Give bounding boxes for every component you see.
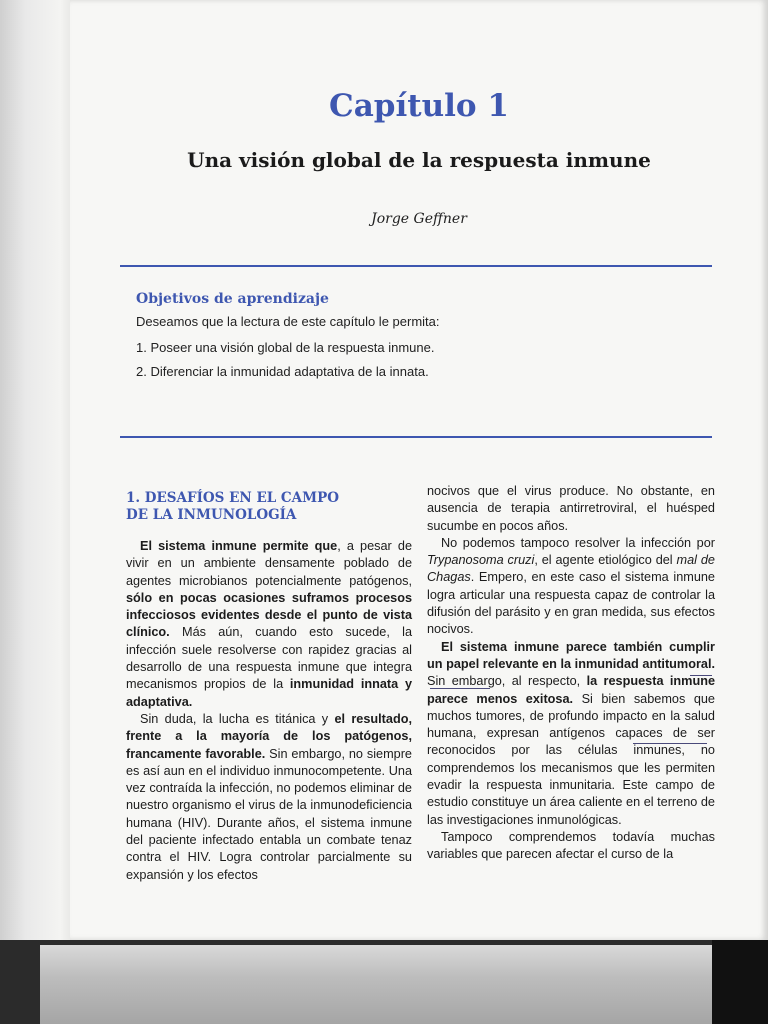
paragraph-2	[126, 711, 412, 884]
pen-underline-mark	[430, 688, 490, 689]
bold-text: la respuesta inmune parece menos exitosa.	[427, 674, 715, 706]
italic-text: mal de Chagas	[427, 553, 715, 585]
section-heading-line-2: DE LA INMUNOLOGÍA	[126, 507, 297, 523]
objective-item-2: 2. Diferenciar la inmunidad adaptativa de la innata.	[136, 364, 429, 379]
paragraph-5	[427, 639, 715, 829]
body-text: Sin duda, la lucha es titánica y	[140, 711, 335, 726]
chapter-number: Capítulo 1	[329, 88, 509, 124]
bold-text: El sistema inmune parece también cumplir un papel relevante en la inmunidad antitumoral.	[427, 639, 715, 671]
body-text: Sin embargo, al respecto,	[427, 674, 587, 689]
author-name: Jorge Geffner	[371, 211, 467, 227]
paragraph-3: nocivos que el virus produce. No obstante, en ausencia de terapia antirretroviral, el huésped sucumbe en pocos años.	[427, 484, 715, 533]
objective-item-1: 1. Poseer una visión global de la respuesta inmune.	[136, 340, 435, 355]
chapter-title: Una visión global de la respuesta inmune	[187, 148, 651, 172]
scanner-bed	[40, 945, 712, 1024]
right-column	[427, 483, 715, 864]
left-column	[126, 538, 412, 884]
divider-bottom	[120, 436, 712, 438]
bold-text: El sistema inmune permite que	[140, 539, 338, 553]
body-text: Más aún, cuando esto sucede, la infección suele resolverse con rapidez gracias al desarrollo de una respuesta inmune que integra mecanismos propios de la	[126, 625, 412, 692]
objectives-title: Objetivos de aprendizaje	[136, 291, 329, 307]
paragraph-6: Tampoco comprendemos todavía muchas variables que parecen afectar el curso de la	[427, 829, 715, 862]
body-text: No podemos tampoco resolver la infección por	[441, 535, 715, 550]
section-heading	[126, 490, 412, 524]
book-page	[70, 0, 768, 940]
paragraph-4	[427, 535, 715, 639]
paragraph-1	[126, 538, 412, 711]
divider-top	[120, 265, 712, 267]
objectives-intro: Deseamos que la lectura de este capítulo le permita:	[136, 314, 440, 329]
section-heading-line-1: 1. DESAFÍOS EN EL CAMPO	[126, 490, 340, 506]
pen-underline-mark	[690, 675, 712, 676]
pen-underline-mark	[633, 743, 707, 744]
body-text: , el agente etiológico del	[534, 553, 677, 568]
scanner-shadow	[712, 940, 768, 1024]
bold-text: inmunidad innata y adaptativa.	[126, 677, 413, 709]
bold-text: sólo en pocas ocasiones suframos procesos infecciosos evidentes desde el punto de vista clínico.	[126, 590, 412, 640]
body-text: , a pesar de vivir en un ambiente densamente poblado de agentes microbianos potencialmente patógenos,	[126, 539, 412, 588]
body-text: Sin embargo, no siempre es así aun en el individuo inmunocompetente. Una vez contraída la infección, no podemos eliminar de nuestro organismo el virus de la inmunodeficiencia humana (HIV). Durante años, el sistema inmune del paciente infectado entabla un combate tenaz contra el HIV. Logra controlar parcialmente su expansión y los efectos	[126, 746, 412, 882]
body-text: . Empero, en este caso el sistema inmune logra articular una respuesta capaz de controlar la difusión del parásito y en gran medida, sus efectos nocivos.	[427, 570, 715, 637]
italic-text: Trypanosoma cruzi	[427, 553, 535, 568]
body-text: Si bien sabemos que muchos tumores, de profundo impacto en la salud humana, expresan antígenos capaces de ser reconocidos por las células inmunes, no comprendemos los mecanismos que les permiten evadir la respuesta inmunitaria. Este campo de estudio constituye un área caliente en el terreno de las investigaciones inmunológicas.	[427, 691, 715, 827]
bold-text: el resultado, frente a la mayoría de los patógenos, francamente favorable.	[126, 711, 412, 761]
